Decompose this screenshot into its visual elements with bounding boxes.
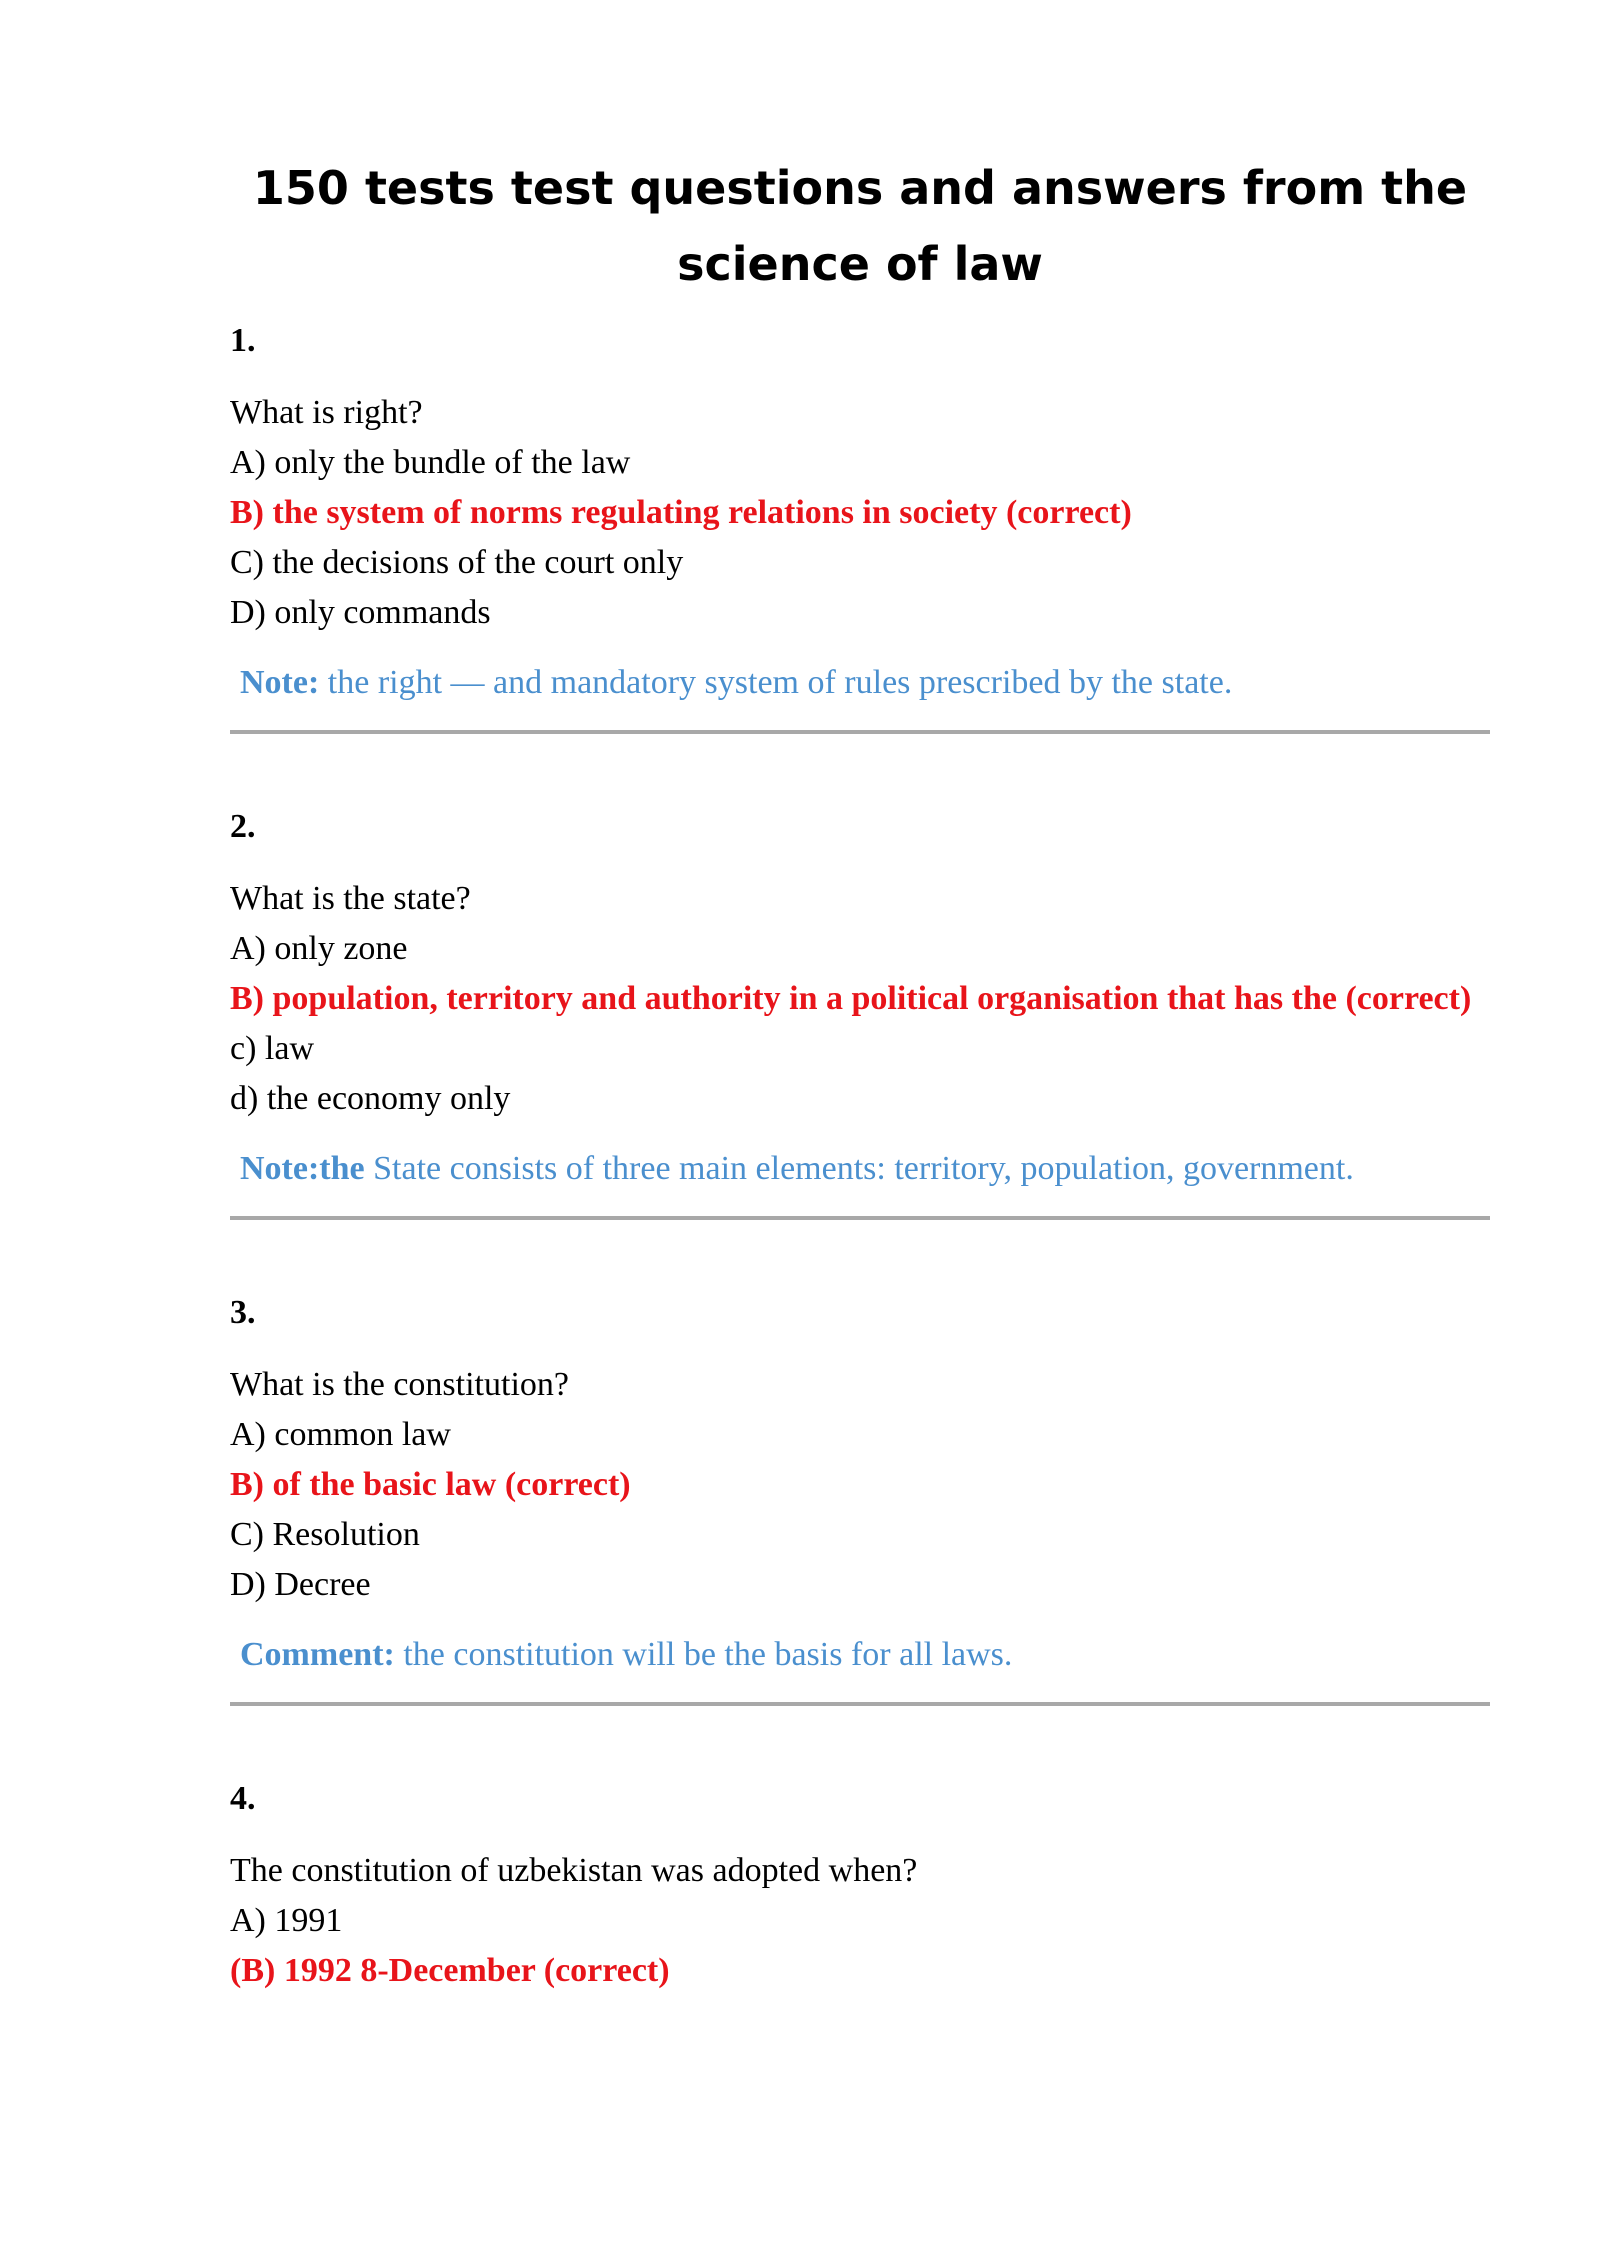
question-1: [230, 316, 1490, 734]
option-a: A) only zone: [230, 930, 408, 967]
question-text: What is right?: [230, 394, 423, 431]
note-label: Comment:: [240, 1636, 395, 1673]
option-d: d) the economy only: [230, 1080, 511, 1117]
option-c: C) the decisions of the court only: [230, 544, 684, 581]
question-3: [230, 1288, 1490, 1706]
question-text: What is the state?: [230, 880, 471, 917]
question-text: What is the constitution?: [230, 1366, 569, 1403]
note-text: State consists of three main elements: territory, population, government.: [364, 1150, 1354, 1187]
note-text: the constitution will be the basis for all laws.: [394, 1636, 1013, 1673]
option-b-correct: B) of the basic law (correct): [230, 1466, 631, 1503]
note-label: Note:: [240, 664, 320, 701]
option-b-correct: B) population, territory and authority in a political organisation that has the (correct): [230, 980, 1472, 1017]
question-note: [240, 658, 1490, 708]
title-line-1: 150 tests test questions and answers from the: [252, 161, 1468, 215]
question-number: 1.: [230, 322, 256, 359]
option-a: A) common law: [230, 1416, 451, 1453]
divider: [230, 730, 1490, 734]
option-d: D) only commands: [230, 594, 491, 631]
question-2: [230, 802, 1490, 1220]
option-a: A) only the bundle of the law: [230, 444, 631, 481]
question-text: The constitution of uzbekistan was adopted when?: [230, 1852, 918, 1889]
option-c: C) Resolution: [230, 1516, 420, 1553]
document-page: [230, 0, 1490, 1996]
question-note: [240, 1144, 1490, 1194]
question-note: [240, 1630, 1490, 1680]
note-label: Note:the: [240, 1150, 365, 1187]
question-number: 3.: [230, 1294, 256, 1331]
option-a: A) 1991: [230, 1902, 343, 1939]
option-c: c) law: [230, 1030, 315, 1067]
question-number: 2.: [230, 808, 256, 845]
option-b-correct: (B) 1992 8-December (correct): [230, 1952, 670, 1989]
document-title: [230, 0, 1490, 302]
note-text: the right — and mandatory system of rules prescribed by the state.: [319, 664, 1233, 701]
divider: [230, 1216, 1490, 1220]
question-4: [230, 1774, 1490, 1996]
divider: [230, 1702, 1490, 1706]
question-number: 4.: [230, 1780, 256, 1817]
title-line-2: science of law: [677, 237, 1043, 291]
option-b-correct: B) the system of norms regulating relations in society (correct): [230, 494, 1132, 531]
option-d: D) Decree: [230, 1566, 371, 1603]
